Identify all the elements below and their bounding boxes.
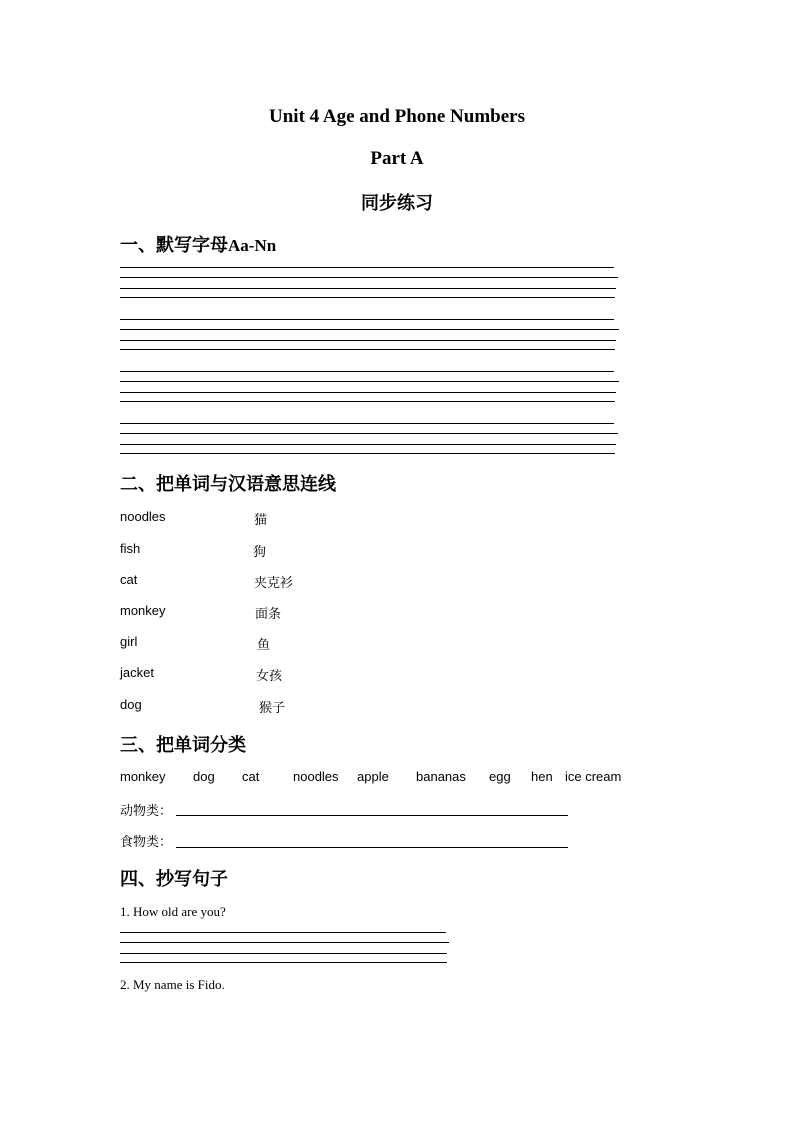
match-meaning[interactable]: 狗 (253, 545, 267, 560)
writing-line (120, 277, 618, 278)
match-word[interactable]: dog (120, 697, 142, 712)
writing-line (120, 433, 618, 434)
classify-word: apple (357, 769, 389, 784)
animals-answer-line[interactable] (176, 815, 568, 816)
sentence-2: 2. My name is Fido. (120, 977, 225, 992)
writing-line (120, 942, 449, 943)
section3-title: 三、把单词分类 (120, 735, 246, 756)
document-title: Unit 4 Age and Phone Numbers (269, 106, 525, 127)
classify-word: bananas (416, 769, 466, 784)
writing-line (120, 288, 616, 289)
match-meaning[interactable]: 女孩 (256, 669, 283, 684)
writing-line (120, 953, 447, 954)
section1-title: 一、默写字母 (120, 235, 228, 256)
writing-line (120, 371, 614, 372)
writing-line (120, 932, 446, 933)
writing-line (120, 329, 619, 330)
writing-line (120, 444, 616, 445)
writing-line (120, 392, 616, 393)
classify-word: noodles (293, 769, 339, 784)
writing-line (120, 349, 615, 350)
classify-word: monkey (120, 769, 166, 784)
part-label: Part A (370, 148, 424, 169)
classify-word: ice cream (565, 769, 622, 784)
writing-line (120, 453, 615, 454)
section4-title: 四、抄写句子 (120, 869, 228, 890)
section1-title-letters: Aa-Nn (228, 236, 277, 255)
writing-line (120, 297, 615, 298)
match-meaning[interactable]: 猫 (254, 513, 268, 528)
match-word[interactable]: noodles (120, 509, 166, 524)
food-answer-line[interactable] (176, 847, 568, 848)
match-word[interactable]: monkey (120, 603, 166, 618)
writing-line (120, 401, 615, 402)
classify-word: dog (193, 769, 215, 784)
classify-word: egg (489, 769, 511, 784)
match-meaning[interactable]: 鱼 (257, 638, 271, 653)
match-meaning[interactable]: 面条 (255, 607, 282, 622)
match-meaning[interactable]: 猴子 (259, 701, 286, 716)
match-word[interactable]: jacket (120, 665, 154, 680)
writing-line (120, 381, 619, 382)
document-subtitle: 同步练习 (361, 193, 433, 214)
writing-line (120, 319, 614, 320)
animals-label: 动物类： (120, 804, 173, 819)
match-word[interactable]: fish (120, 541, 141, 556)
match-word[interactable]: girl (120, 634, 138, 649)
writing-line (120, 340, 616, 341)
writing-line (120, 267, 614, 268)
food-label: 食物类： (120, 835, 173, 850)
writing-line (120, 423, 614, 424)
section2-title: 二、把单词与汉语意思连线 (120, 474, 336, 495)
section1-heading (120, 231, 276, 257)
classify-word: cat (242, 769, 260, 784)
match-meaning[interactable]: 夹克衫 (254, 576, 294, 591)
writing-line (120, 962, 447, 963)
classify-word: hen (531, 769, 553, 784)
match-word[interactable]: cat (120, 572, 138, 587)
sentence-1: 1. How old are you? (120, 904, 226, 919)
